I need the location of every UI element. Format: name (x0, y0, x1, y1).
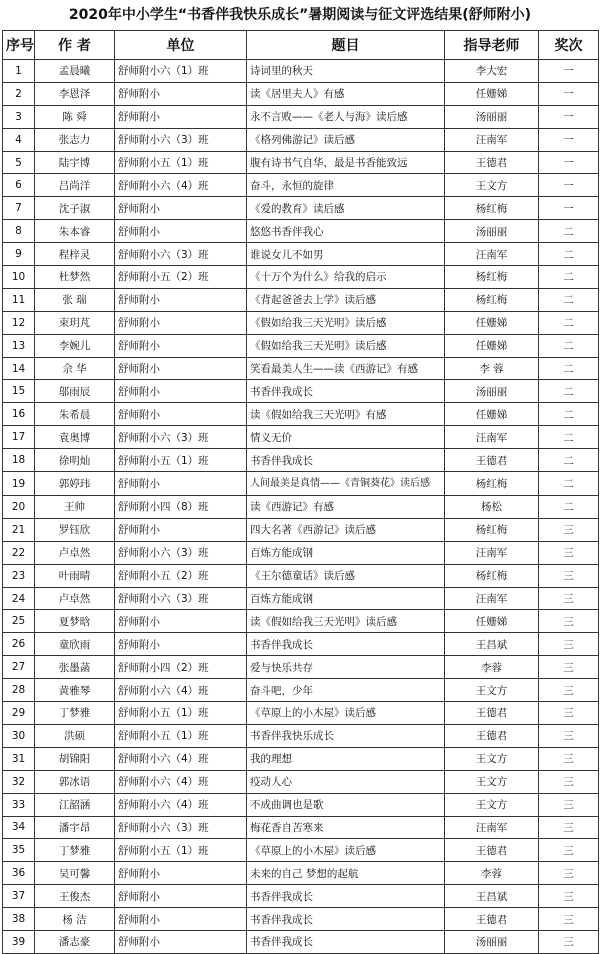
cell-award: 二 (539, 311, 599, 334)
cell-author: 胡锦阳 (35, 747, 115, 770)
cell-unit: 舒师附小六（4）班 (115, 174, 247, 197)
table-row (3, 357, 599, 380)
cell-index: 29 (3, 702, 35, 725)
cell-author: 黄雅琴 (35, 679, 115, 702)
cell-teacher: 王文方 (445, 174, 539, 197)
cell-author: 丁梦雅 (35, 839, 115, 862)
cell-teacher: 任姗娣 (445, 311, 539, 334)
cell-author: 潘志豪 (35, 930, 115, 953)
cell-award: 三 (539, 702, 599, 725)
cell-topic: 永不言败——《老人与海》读后感 (247, 105, 445, 128)
header-author: 作 者 (35, 31, 115, 60)
cell-author: 陆宇博 (35, 151, 115, 174)
cell-unit: 舒师附小五（1）班 (115, 702, 247, 725)
cell-index: 26 (3, 633, 35, 656)
cell-author: 洪硕 (35, 724, 115, 747)
table-row (3, 496, 599, 519)
table-row (3, 472, 599, 496)
table-row (3, 311, 599, 334)
cell-unit: 舒师附小 (115, 930, 247, 953)
cell-author: 佘 华 (35, 357, 115, 380)
cell-unit: 舒师附小五（1）班 (115, 724, 247, 747)
table-row (3, 243, 599, 266)
cell-author: 束玥芃 (35, 311, 115, 334)
table-row (3, 908, 599, 931)
cell-index: 15 (3, 380, 35, 403)
cell-teacher: 杨松 (445, 496, 539, 519)
cell-award: 二 (539, 334, 599, 357)
header-teacher: 指导老师 (445, 31, 539, 60)
cell-unit: 舒师附小 (115, 403, 247, 426)
cell-unit: 舒师附小六（4）班 (115, 793, 247, 816)
cell-index: 12 (3, 311, 35, 334)
cell-index: 20 (3, 496, 35, 519)
cell-award: 三 (539, 633, 599, 656)
table-row (3, 403, 599, 426)
cell-unit: 舒师附小 (115, 908, 247, 931)
table-row (3, 541, 599, 564)
cell-author: 袁奥博 (35, 426, 115, 449)
cell-teacher: 汪南军 (445, 541, 539, 564)
cell-index: 37 (3, 885, 35, 908)
cell-topic: 读《居里夫人》有感 (247, 82, 445, 105)
cell-author: 罗钰欣 (35, 518, 115, 541)
cell-teacher: 任姗娣 (445, 82, 539, 105)
cell-author: 夏梦晗 (35, 610, 115, 633)
cell-award: 二 (539, 472, 599, 496)
cell-author: 徐明灿 (35, 449, 115, 472)
cell-index: 3 (3, 105, 35, 128)
table-row (3, 564, 599, 587)
cell-topic: 爱与快乐共存 (247, 656, 445, 679)
cell-topic: 读《假如给我三天光明》读后感 (247, 610, 445, 633)
cell-award: 三 (539, 816, 599, 839)
cell-unit: 舒师附小六（3）班 (115, 587, 247, 610)
cell-topic: 书香伴我成长 (247, 885, 445, 908)
cell-topic: 不成曲调也是歌 (247, 793, 445, 816)
cell-teacher: 王文方 (445, 770, 539, 793)
cell-index: 19 (3, 472, 35, 496)
cell-topic: 书香伴我快乐成长 (247, 724, 445, 747)
cell-index: 4 (3, 128, 35, 151)
cell-topic: 《假如给我三天光明》读后感 (247, 334, 445, 357)
cell-index: 8 (3, 220, 35, 243)
cell-teacher: 任姗娣 (445, 610, 539, 633)
table-row (3, 105, 599, 128)
cell-index: 25 (3, 610, 35, 633)
cell-topic: 《格列佛游记》读后感 (247, 128, 445, 151)
table-row (3, 679, 599, 702)
cell-topic: 未来的自己 梦想的起航 (247, 862, 445, 885)
cell-award: 一 (539, 105, 599, 128)
cell-unit: 舒师附小五（2）班 (115, 266, 247, 289)
cell-teacher: 汪南军 (445, 816, 539, 839)
cell-topic: 《草原上的小木屋》读后感 (247, 839, 445, 862)
cell-author: 丁梦雅 (35, 702, 115, 725)
cell-index: 39 (3, 930, 35, 953)
cell-topic: 读《假如给我三天光明》有感 (247, 403, 445, 426)
header-index: 序号 (3, 31, 35, 60)
cell-index: 38 (3, 908, 35, 931)
cell-topic: 情义无价 (247, 426, 445, 449)
cell-author: 叶雨晴 (35, 564, 115, 587)
cell-topic: 笑看最美人生——读《西游记》有感 (247, 357, 445, 380)
cell-award: 二 (539, 496, 599, 519)
cell-topic: 书香伴我成长 (247, 908, 445, 931)
cell-unit: 舒师附小四（2）班 (115, 656, 247, 679)
cell-topic: 疫动人心 (247, 770, 445, 793)
cell-index: 16 (3, 403, 35, 426)
cell-award: 三 (539, 862, 599, 885)
table-row (3, 816, 599, 839)
table-row (3, 174, 599, 197)
cell-teacher: 杨红梅 (445, 472, 539, 496)
cell-award: 二 (539, 220, 599, 243)
cell-teacher: 任姗娣 (445, 403, 539, 426)
cell-index: 34 (3, 816, 35, 839)
results-table (2, 30, 599, 954)
cell-unit: 舒师附小 (115, 862, 247, 885)
cell-author: 张 瑞 (35, 288, 115, 311)
cell-index: 35 (3, 839, 35, 862)
cell-index: 33 (3, 793, 35, 816)
cell-index: 36 (3, 862, 35, 885)
cell-award: 二 (539, 243, 599, 266)
table-row (3, 885, 599, 908)
cell-author: 杜梦然 (35, 266, 115, 289)
cell-teacher: 王昌斌 (445, 633, 539, 656)
cell-award: 三 (539, 564, 599, 587)
table-row (3, 724, 599, 747)
cell-unit: 舒师附小 (115, 220, 247, 243)
header-unit: 单位 (115, 31, 247, 60)
table-row (3, 334, 599, 357)
cell-teacher: 任姗娣 (445, 334, 539, 357)
cell-index: 18 (3, 449, 35, 472)
cell-teacher: 李蓉 (445, 862, 539, 885)
cell-author: 江韶涵 (35, 793, 115, 816)
cell-unit: 舒师附小 (115, 334, 247, 357)
cell-unit: 舒师附小 (115, 633, 247, 656)
cell-unit: 舒师附小 (115, 885, 247, 908)
table-row (3, 449, 599, 472)
cell-teacher: 汪南军 (445, 426, 539, 449)
header-award: 奖次 (539, 31, 599, 60)
table-row (3, 380, 599, 403)
cell-author: 朱希晨 (35, 403, 115, 426)
cell-unit: 舒师附小六（3）班 (115, 426, 247, 449)
cell-teacher: 杨红梅 (445, 266, 539, 289)
cell-author: 卢卓然 (35, 541, 115, 564)
cell-award: 三 (539, 656, 599, 679)
cell-author: 王帅 (35, 496, 115, 519)
cell-author: 卢卓然 (35, 587, 115, 610)
cell-index: 27 (3, 656, 35, 679)
table-row (3, 793, 599, 816)
cell-topic: 百炼方能成钢 (247, 587, 445, 610)
cell-teacher: 王昌斌 (445, 885, 539, 908)
cell-author: 张志力 (35, 128, 115, 151)
cell-index: 30 (3, 724, 35, 747)
cell-unit: 舒师附小四（8）班 (115, 496, 247, 519)
cell-topic: 《假如给我三天光明》读后感 (247, 311, 445, 334)
cell-unit: 舒师附小 (115, 82, 247, 105)
cell-unit: 舒师附小五（2）班 (115, 564, 247, 587)
cell-index: 11 (3, 288, 35, 311)
cell-index: 2 (3, 82, 35, 105)
cell-award: 二 (539, 266, 599, 289)
cell-teacher: 王德君 (445, 151, 539, 174)
table-row (3, 770, 599, 793)
table-header-row (3, 31, 599, 60)
cell-teacher: 王德君 (445, 702, 539, 725)
cell-author: 张墨菡 (35, 656, 115, 679)
cell-award: 三 (539, 518, 599, 541)
cell-unit: 舒师附小六（4）班 (115, 747, 247, 770)
table-row (3, 839, 599, 862)
table-body (3, 60, 599, 954)
cell-index: 9 (3, 243, 35, 266)
table-row (3, 656, 599, 679)
cell-unit: 舒师附小六（3）班 (115, 243, 247, 266)
table-row (3, 220, 599, 243)
cell-teacher: 汤丽丽 (445, 220, 539, 243)
cell-index: 17 (3, 426, 35, 449)
table-row (3, 633, 599, 656)
cell-teacher: 杨红梅 (445, 564, 539, 587)
cell-topic: 诗词里的秋天 (247, 60, 445, 83)
cell-award: 三 (539, 930, 599, 953)
table-row (3, 266, 599, 289)
cell-teacher: 汪南军 (445, 243, 539, 266)
cell-author: 吴可馨 (35, 862, 115, 885)
cell-teacher: 杨红梅 (445, 518, 539, 541)
table-row (3, 288, 599, 311)
cell-unit: 舒师附小 (115, 610, 247, 633)
cell-award: 三 (539, 770, 599, 793)
cell-unit: 舒师附小 (115, 357, 247, 380)
cell-award: 三 (539, 679, 599, 702)
table-row (3, 197, 599, 220)
cell-unit: 舒师附小六（3）班 (115, 128, 247, 151)
cell-unit: 舒师附小五（1）班 (115, 839, 247, 862)
cell-teacher: 李蓉 (445, 656, 539, 679)
cell-index: 13 (3, 334, 35, 357)
cell-topic: 悠悠书香伴我心 (247, 220, 445, 243)
cell-award: 三 (539, 724, 599, 747)
cell-index: 21 (3, 518, 35, 541)
cell-award: 三 (539, 793, 599, 816)
cell-author: 陈 舜 (35, 105, 115, 128)
cell-award: 三 (539, 885, 599, 908)
cell-topic: 书香伴我成长 (247, 449, 445, 472)
cell-teacher: 王文方 (445, 793, 539, 816)
cell-teacher: 杨红梅 (445, 197, 539, 220)
cell-index: 6 (3, 174, 35, 197)
cell-topic: 梅花香自苦寒来 (247, 816, 445, 839)
cell-unit: 舒师附小 (115, 380, 247, 403)
cell-teacher: 李 蓉 (445, 357, 539, 380)
cell-topic: 四大名著《西游记》读后感 (247, 518, 445, 541)
cell-award: 三 (539, 839, 599, 862)
cell-teacher: 汪南军 (445, 128, 539, 151)
cell-index: 32 (3, 770, 35, 793)
cell-topic: 《草原上的小木屋》读后感 (247, 702, 445, 725)
cell-index: 14 (3, 357, 35, 380)
cell-author: 李恩泽 (35, 82, 115, 105)
cell-author: 程梓灵 (35, 243, 115, 266)
cell-teacher: 汤丽丽 (445, 930, 539, 953)
table-row (3, 128, 599, 151)
table-row (3, 587, 599, 610)
cell-author: 孟晨曦 (35, 60, 115, 83)
cell-index: 23 (3, 564, 35, 587)
cell-teacher: 王德君 (445, 449, 539, 472)
cell-award: 一 (539, 174, 599, 197)
cell-unit: 舒师附小 (115, 197, 247, 220)
cell-teacher: 杨红梅 (445, 288, 539, 311)
cell-award: 二 (539, 357, 599, 380)
table-row (3, 518, 599, 541)
cell-unit: 舒师附小 (115, 288, 247, 311)
cell-index: 31 (3, 747, 35, 770)
header-topic: 题目 (247, 31, 445, 60)
cell-teacher: 王德君 (445, 724, 539, 747)
cell-index: 22 (3, 541, 35, 564)
cell-author: 郭冰语 (35, 770, 115, 793)
table-row (3, 862, 599, 885)
cell-topic: 谁说女儿不如男 (247, 243, 445, 266)
cell-index: 1 (3, 60, 35, 83)
cell-topic: 《十万个为什么》给我的启示 (247, 266, 445, 289)
cell-award: 一 (539, 197, 599, 220)
cell-author: 郭婷玮 (35, 472, 115, 496)
cell-index: 28 (3, 679, 35, 702)
cell-index: 24 (3, 587, 35, 610)
cell-teacher: 李大宏 (445, 60, 539, 83)
cell-unit: 舒师附小 (115, 472, 247, 496)
cell-author: 吕尚洋 (35, 174, 115, 197)
cell-index: 10 (3, 266, 35, 289)
cell-award: 三 (539, 747, 599, 770)
table-row (3, 747, 599, 770)
cell-topic: 书香伴我成长 (247, 380, 445, 403)
cell-topic: 《背起爸爸去上学》读后感 (247, 288, 445, 311)
cell-teacher: 王文方 (445, 747, 539, 770)
cell-unit: 舒师附小六（4）班 (115, 679, 247, 702)
cell-award: 三 (539, 587, 599, 610)
cell-author: 李婉儿 (35, 334, 115, 357)
cell-award: 一 (539, 151, 599, 174)
cell-topic: 读《西游记》有感 (247, 496, 445, 519)
cell-unit: 舒师附小六（1）班 (115, 60, 247, 83)
cell-teacher: 汤丽丽 (445, 105, 539, 128)
cell-unit: 舒师附小五（1）班 (115, 449, 247, 472)
cell-unit: 舒师附小六（4）班 (115, 770, 247, 793)
cell-award: 二 (539, 449, 599, 472)
cell-author: 潘宇昂 (35, 816, 115, 839)
cell-topic: 《王尔德童话》读后感 (247, 564, 445, 587)
cell-award: 二 (539, 426, 599, 449)
cell-author: 杨 洁 (35, 908, 115, 931)
cell-teacher: 王德君 (445, 908, 539, 931)
cell-topic: 百炼方能成钢 (247, 541, 445, 564)
table-row (3, 151, 599, 174)
cell-index: 5 (3, 151, 35, 174)
cell-award: 三 (539, 908, 599, 931)
cell-award: 二 (539, 403, 599, 426)
cell-author: 朱本睿 (35, 220, 115, 243)
table-row (3, 60, 599, 83)
cell-award: 三 (539, 541, 599, 564)
cell-award: 一 (539, 128, 599, 151)
cell-unit: 舒师附小五（1）班 (115, 151, 247, 174)
cell-teacher: 汤丽丽 (445, 380, 539, 403)
cell-unit: 舒师附小 (115, 311, 247, 334)
cell-unit: 舒师附小 (115, 105, 247, 128)
cell-award: 二 (539, 288, 599, 311)
cell-topic: 人间最美是真情——《青铜葵花》读后感 (247, 472, 445, 496)
table-row (3, 610, 599, 633)
cell-award: 一 (539, 60, 599, 83)
cell-author: 沈子淑 (35, 197, 115, 220)
cell-award: 二 (539, 380, 599, 403)
cell-unit: 舒师附小六（3）班 (115, 541, 247, 564)
cell-topic: 书香伴我成长 (247, 930, 445, 953)
cell-topic: 奋斗吧，少年 (247, 679, 445, 702)
cell-topic: 我的理想 (247, 747, 445, 770)
cell-author: 童欣雨 (35, 633, 115, 656)
cell-topic: 《爱的教育》读后感 (247, 197, 445, 220)
cell-topic: 腹有诗书气自华，最是书香能致远 (247, 151, 445, 174)
cell-unit: 舒师附小六（3）班 (115, 816, 247, 839)
table-row (3, 702, 599, 725)
table-row (3, 82, 599, 105)
cell-topic: 书香伴我成长 (247, 633, 445, 656)
cell-teacher: 汪南军 (445, 587, 539, 610)
page-title: 2020年中小学生“书香伴我快乐成长”暑期阅读与征文评选结果(舒师附小) (68, 7, 532, 23)
cell-teacher: 王文方 (445, 679, 539, 702)
table-row (3, 426, 599, 449)
table-row (3, 930, 599, 953)
cell-topic: 奋斗，永恒的旋律 (247, 174, 445, 197)
cell-unit: 舒师附小 (115, 518, 247, 541)
cell-author: 邬雨辰 (35, 380, 115, 403)
cell-award: 三 (539, 610, 599, 633)
cell-award: 一 (539, 82, 599, 105)
cell-index: 7 (3, 197, 35, 220)
cell-teacher: 王德君 (445, 839, 539, 862)
cell-author: 王俊杰 (35, 885, 115, 908)
